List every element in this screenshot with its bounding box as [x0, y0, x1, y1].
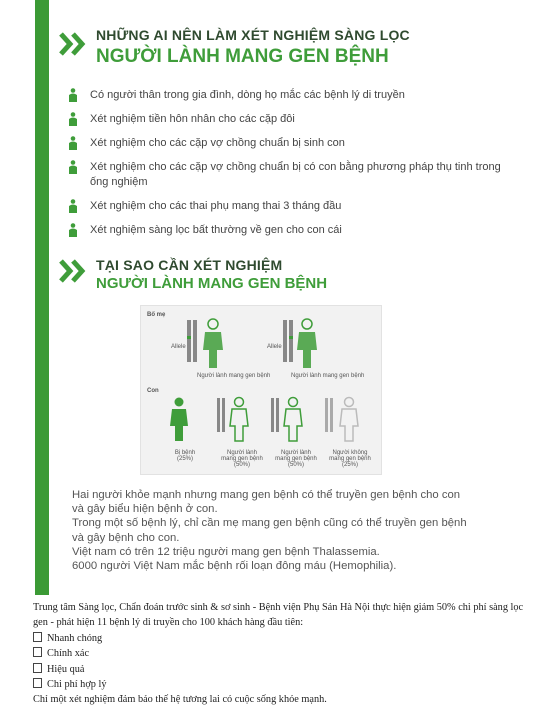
- list-item: Xét nghiệm tiền hôn nhân cho các cặp đôi: [66, 112, 506, 127]
- green-stripe: [35, 0, 49, 595]
- inheritance-diagram: [140, 305, 382, 475]
- parent-caption: Người lành mang gen bệnh: [197, 373, 271, 379]
- child-caption: Bị bệnh (25%): [174, 450, 196, 462]
- promo-item: Nhanh chóng: [33, 631, 533, 646]
- children-label: Con: [147, 388, 159, 394]
- person-icon: [68, 88, 78, 102]
- paragraph-line: Việt nam có trên 12 triệu người mang gen bệnh Thalassemia.: [72, 545, 380, 558]
- section2-heading-big: NGƯỜI LÀNH MANG GEN BỆNH: [96, 275, 328, 292]
- list-item: Xét nghiệm cho các cặp vợ chồng chuẩn bị sinh con: [66, 136, 506, 151]
- child-figure: [325, 398, 358, 442]
- parents-label: Bố mẹ: [147, 312, 166, 318]
- explanation-paragraph: [72, 488, 472, 573]
- person-icon: [68, 223, 78, 237]
- target-groups-list: [66, 88, 506, 247]
- child-caption: Người lành mang gen bệnh (50%): [275, 450, 317, 468]
- list-item: Có người thân trong gia đình, dòng họ mắc các bệnh lý di truyền: [66, 88, 506, 103]
- paragraph-line: Hai người khỏe mạnh nhưng mang gen bệnh có thể truyền gen bệnh cho con và gây biểu hiện bệnh ở con.: [72, 489, 461, 516]
- section2-heading-small: TẠI SAO CẦN XÉT NGHIỆM: [96, 257, 283, 273]
- child-caption: Người không mang gen bệnh (25%): [329, 450, 371, 468]
- child-caption: Người lành mang gen bệnh (50%): [221, 450, 263, 468]
- double-chevron-icon: [58, 29, 88, 59]
- person-icon: [68, 199, 78, 213]
- section1-heading-small: NHỮNG AI NÊN LÀM XÉT NGHIỆM SÀNG LỌC: [96, 27, 410, 43]
- family-figures: [141, 306, 381, 474]
- child-figure: [170, 398, 188, 442]
- parent-caption: Người lành mang gen bệnh: [291, 373, 365, 379]
- paragraph-line: 6000 người Việt Nam mắc bệnh rối loạn đông máu (Hemophilia).: [72, 560, 397, 573]
- person-icon: [68, 160, 78, 174]
- promo-item: Hiệu quả: [33, 662, 533, 677]
- allele-label: Allele: [267, 344, 282, 350]
- list-item: Xét nghiệm cho các thai phụ mang thai 3 tháng đầu: [66, 199, 506, 214]
- checkbox-glyph-icon: [33, 632, 42, 642]
- list-item: Xét nghiệm sàng lọc bất thường về gen cho con cái: [66, 223, 506, 238]
- promo-intro: Trung tâm Sàng lọc, Chẩn đoán trước sinh & sơ sinh - Bệnh viện Phụ Sản Hà Nội thực hiện giảm 50% chi phí sàng lọc gen - phát hiện 11 bệnh lý di truyền cho 100 khách hàng đầu tiên:: [33, 602, 524, 629]
- section1-heading-big: NGƯỜI LÀNH MANG GEN BỆNH: [96, 46, 389, 67]
- person-icon: [68, 112, 78, 126]
- double-chevron-icon: [58, 256, 88, 286]
- promo-closing: Chỉ một xét nghiệm đảm bảo thế hệ tương lai có cuộc sống khỏe mạnh.: [33, 694, 327, 706]
- checkbox-glyph-icon: [33, 678, 42, 688]
- list-item: Xét nghiệm cho các cặp vợ chồng chuẩn bị có con bằng phương pháp thụ tinh trong ống nghiệm: [66, 160, 506, 190]
- paragraph-line: Trong một số bệnh lý, chỉ cần mẹ mang gen bệnh cũng có thể truyền gen bệnh và gây bệnh cho con.: [72, 517, 467, 544]
- promo-text: [33, 600, 533, 708]
- promo-item: Chính xác: [33, 646, 533, 661]
- parent-figure: [187, 319, 223, 368]
- parent-figure: [283, 319, 317, 368]
- person-icon: [68, 136, 78, 150]
- checkbox-glyph-icon: [33, 663, 42, 673]
- promo-item: Chi phí hợp lý: [33, 677, 533, 692]
- checkbox-glyph-icon: [33, 647, 42, 657]
- child-figure: [271, 398, 302, 442]
- allele-label: Allele: [171, 344, 186, 350]
- child-figure: [217, 398, 248, 442]
